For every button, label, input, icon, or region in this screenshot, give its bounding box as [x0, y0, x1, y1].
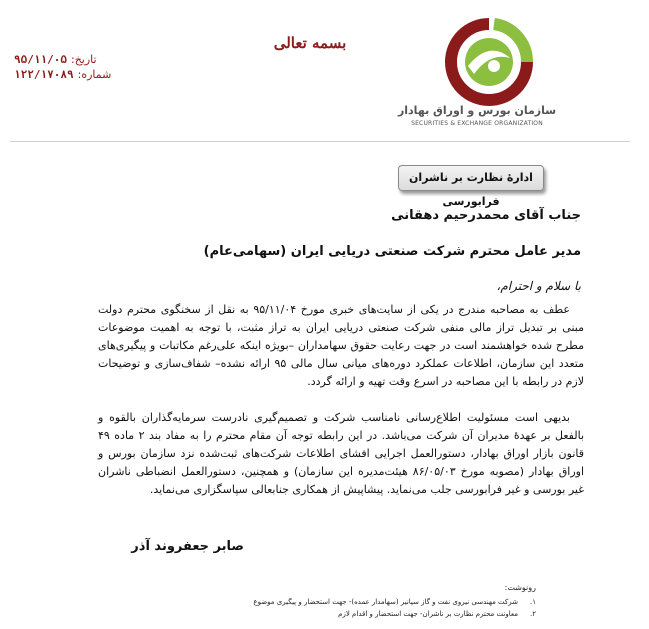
- body-paragraph-1: عطف به مصاحبه مندرج در یکی از سایت‌های خبری مورخ ۹۵/۱۱/۰۴ به نقل از سخنگوی محترم دولت مبنی بر تبدیل تراز مالی منفی شرکت صنعتی دریایی ایران به تراز مثبت، با توجه به اهمیت موضوعات مطرح شده خواهشمند است در جهت رعایت حقوق سهامداران –بویژه اینکه علی‌رغم مکاتبات و پیگیری‌های متعدد این سازمان، اطلاعات عملکرد دوره‌های میانی سال مالی ۹۵ ارائه نشده– شفاف‌سازی و توضیحات لازم در رابطه با این مصاحبه در اسرع وقت تهیه و ارائه گردد.: [98, 303, 584, 388]
- addressee-title: مدیر عامل محترم شرکت صنعتی دریایی ایران (سهامی‌عام): [203, 244, 581, 259]
- cc-title: رونوشت:: [504, 583, 536, 592]
- body-paragraph-2: بدیهی است مسئولیت اطلاع‌رسانی نامناسب شرکت و تصمیم‌گیری نادرست سرمایه‌گذاران بالقوه و بالفعل بر عهدهٔ مدیران آن شرکت می‌باشد. در این رابطه توجه آن مقام محترم را به مفاد بند ۲ ماده ۴۹ قانون بازار اوراق بهادار، دستورالعمل اجرایی افشای اطلاعات شرکت‌های ثبت‌شده نزد سازمان بورس و اوراق بهادار (مصوبه مورخ ۸۶/۰۵/۰۳ هیئت‌مدیره این سازمان) و همچنین، دستورالعمل انضباطی ناشران غیر بورسی و غیر فرابورسی جلب می‌نماید. پیشاپیش از همکاری جنابعالی سپاسگزاری می‌نماید.: [98, 411, 585, 496]
- letter-meta: [14, 52, 134, 82]
- bismillah-heading: بسمه تعالی: [273, 34, 347, 52]
- department-box: ادارهٔ نظارت بر ناشران فرابورسی: [398, 165, 544, 191]
- logo-name-en: SECURITIES & EXCHANGE ORGANIZATION: [411, 120, 543, 127]
- addressee-name: جناب آقای محمدرحیم دهقانی: [391, 208, 581, 223]
- logo-name-fa: سازمان بورس و اوراق بهادار: [397, 104, 557, 117]
- greeting: با سلام و احترام،: [496, 279, 581, 293]
- cc-item-text: شرکت مهندسی نیروی نفت و گاز سپانیر (سهامدار عمده)- جهت استحضار و پیگیری موضوع: [253, 598, 518, 606]
- header-divider: [10, 141, 630, 142]
- cc-item-number: ۲.: [530, 610, 536, 618]
- date-row: [14, 52, 134, 67]
- cc-list: [234, 583, 536, 620]
- number-value: ۱۲۲/۱۷۰۸۹: [14, 68, 74, 81]
- cc-item-number: ۱.: [530, 598, 536, 606]
- number-row: [14, 67, 134, 82]
- cc-item: [234, 596, 536, 608]
- signer-name: صابر جعفروند آذر: [131, 539, 244, 554]
- date-value: ۹۵/۱۱/۰۵: [14, 53, 67, 66]
- number-label: شماره:: [77, 68, 112, 81]
- cc-item: [234, 608, 536, 620]
- cc-item-text: معاونت محترم نظارت بر ناشران- جهت استحضار و اقدام لازم: [338, 610, 518, 618]
- date-label: تاریخ:: [70, 53, 97, 66]
